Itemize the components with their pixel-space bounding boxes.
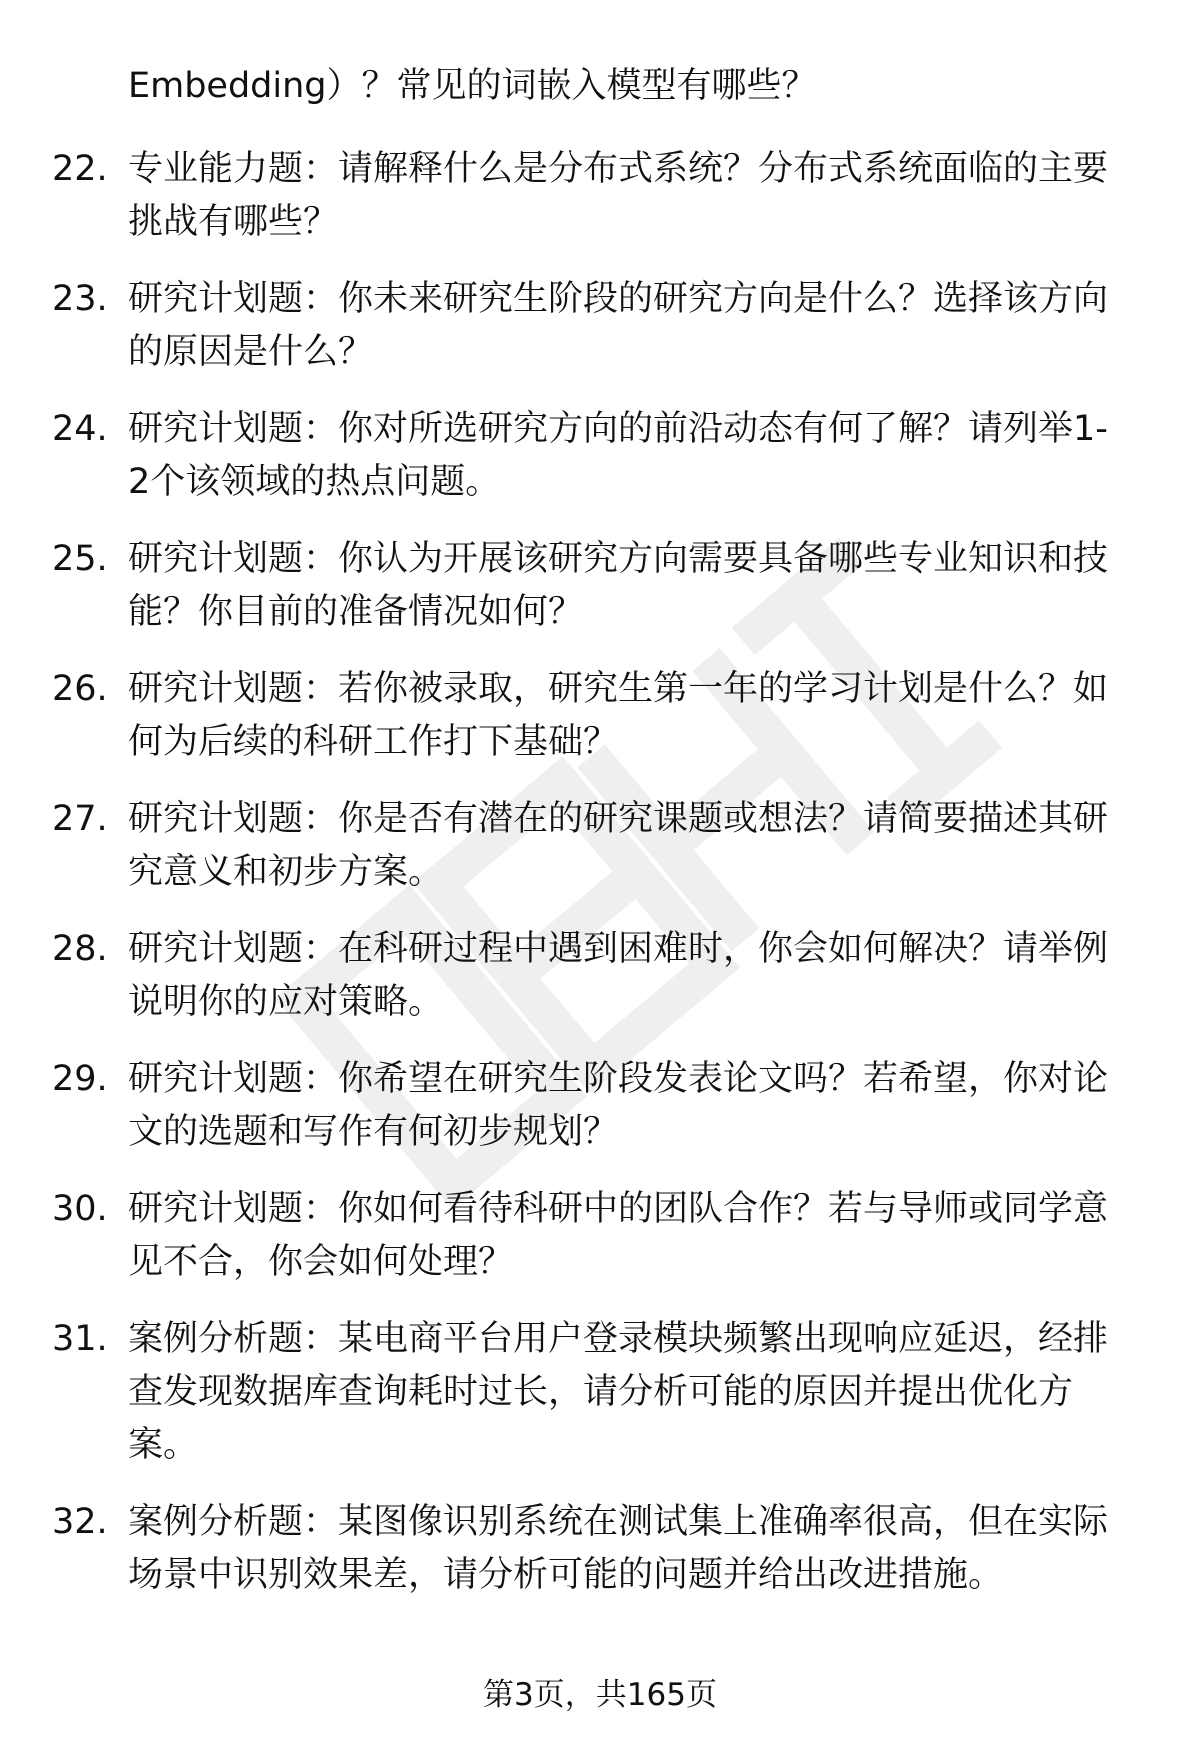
question-number: 27. xyxy=(52,799,108,839)
question-text-line: 见不合，你会如何处理？ xyxy=(128,1242,514,1282)
question-number: 24. xyxy=(52,409,108,449)
question-text-line: 研究计划题：你对所选研究方向的前沿动态有何了解？请列举1- xyxy=(128,409,1108,449)
question-number: 30. xyxy=(52,1189,108,1229)
question-text-line: 2个该领域的热点问题。 xyxy=(128,462,501,502)
question-text-line: 案。 xyxy=(128,1425,199,1465)
question-text-line: 案例分析题：某电商平台用户登录模块频繁出现响应延迟，经排 xyxy=(128,1319,1109,1359)
question-text-line: 文的选题和写作有何初步规划？ xyxy=(128,1112,619,1152)
question-number: 23. xyxy=(52,279,108,319)
question-text-line: 专业能力题：请解释什么是分布式系统？分布式系统面临的主要 xyxy=(128,149,1109,189)
question-text-line: 研究计划题：你如何看待科研中的团队合作？若与导师或同学意 xyxy=(128,1189,1109,1229)
question-item xyxy=(0,403,1200,509)
question-number: 26. xyxy=(52,669,108,709)
question-number: 31. xyxy=(52,1319,108,1359)
question-item xyxy=(0,1496,1200,1602)
page-number-footer: 第3页，共165页 xyxy=(483,1677,717,1713)
question-number: 32. xyxy=(52,1502,108,1542)
question-item xyxy=(0,1053,1200,1159)
question-item xyxy=(0,273,1200,379)
question-number: 22. xyxy=(52,149,108,189)
question-item xyxy=(0,1313,1200,1472)
question-item xyxy=(0,663,1200,769)
question-text-line: 的原因是什么？ xyxy=(128,332,374,372)
question-text-line: 研究计划题：你未来研究生阶段的研究方向是什么？选择该方向 xyxy=(128,279,1109,319)
question-text-line: 究意义和初步方案。 xyxy=(128,852,444,892)
question-text-line: 何为后续的科研工作打下基础？ xyxy=(128,722,619,762)
question-text-line: 研究计划题：你是否有潜在的研究课题或想法？请简要描述其研 xyxy=(128,799,1109,839)
question-text-line: 场景中识别效果差，请分析可能的问题并给出改进措施。 xyxy=(128,1555,1004,1595)
question-text-line: 说明你的应对策略。 xyxy=(128,982,444,1022)
question-text-line: 查发现数据库查询耗时过长，请分析可能的原因并提出优化方 xyxy=(128,1372,1074,1412)
question-text-line: 挑战有哪些？ xyxy=(128,202,339,242)
question-list xyxy=(0,143,1200,1626)
question-number: 28. xyxy=(52,929,108,969)
continued-question-text: Embedding）？常见的词嵌入模型有哪些？ xyxy=(128,66,817,106)
question-text-line: 研究计划题：若你被录取，研究生第一年的学习计划是什么？如 xyxy=(128,669,1109,709)
question-item xyxy=(0,923,1200,1029)
question-text-line: 研究计划题：你认为开展该研究方向需要具备哪些专业知识和技 xyxy=(128,539,1109,579)
question-item xyxy=(0,533,1200,639)
question-number: 25. xyxy=(52,539,108,579)
question-text-line: 案例分析题：某图像识别系统在测试集上准确率很高，但在实际 xyxy=(128,1502,1109,1542)
question-text-line: 研究计划题：在科研过程中遇到困难时，你会如何解决？请举例 xyxy=(128,929,1109,969)
question-text-line: 研究计划题：你希望在研究生阶段发表论文吗？若希望，你对论 xyxy=(128,1059,1109,1099)
question-item xyxy=(0,1183,1200,1289)
question-item xyxy=(0,143,1200,249)
question-item xyxy=(0,793,1200,899)
question-number: 29. xyxy=(52,1059,108,1099)
question-text-line: 能？你目前的准备情况如何？ xyxy=(128,592,584,632)
